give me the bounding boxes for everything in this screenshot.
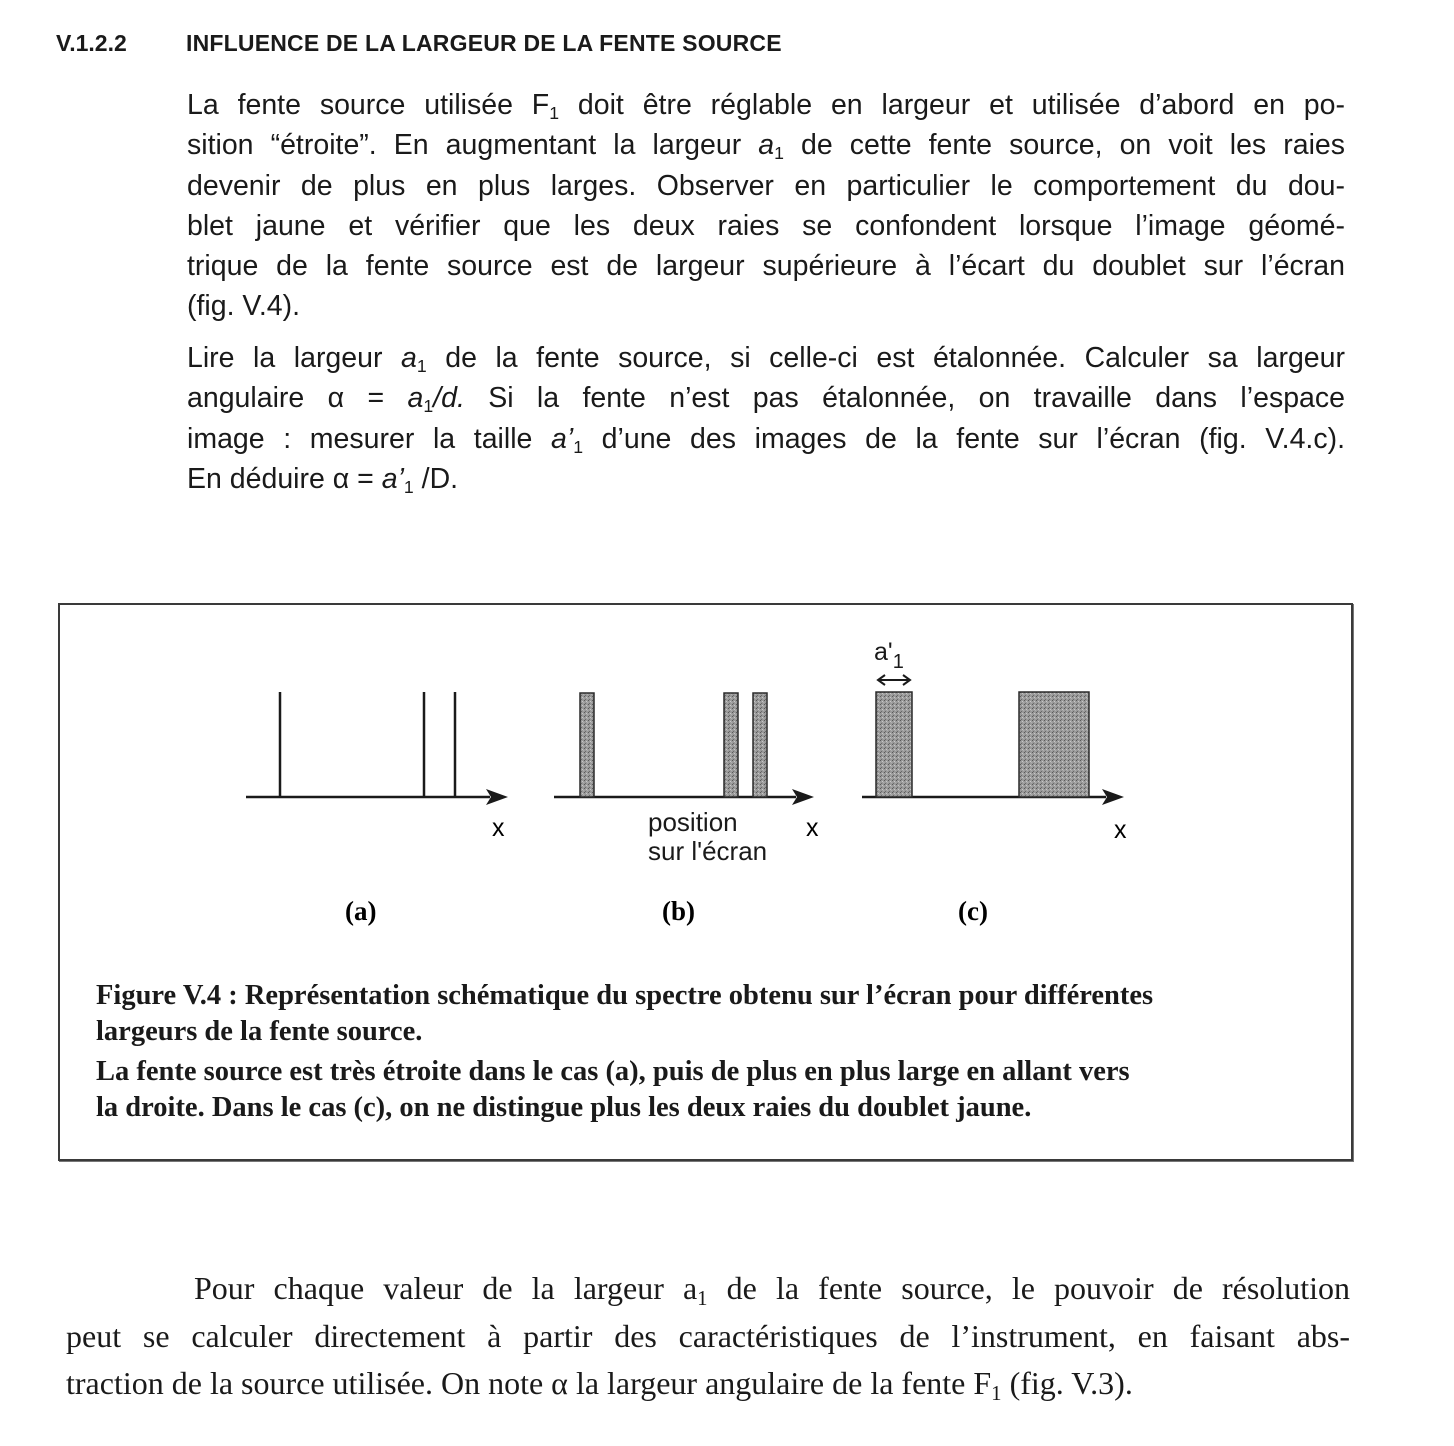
- slit-width-label: $a'_1$: [874, 638, 904, 673]
- p2-line-4: En déduire $\alpha = a’_1$ /D.: [187, 462, 459, 497]
- panel-c-x-label: x: [1114, 816, 1127, 844]
- panel-a-spectrum: [246, 692, 508, 805]
- width-double-arrow: [878, 675, 910, 685]
- section-number: V.1.2.2: [56, 30, 127, 56]
- caption-line-2: largeurs de la fente source.: [96, 1016, 423, 1047]
- p1-line-5: trique de la fente source est de largeur supérieure à l’écart du doublet sur l’écran: [187, 250, 1345, 283]
- caption-line-4: la droite. Dans le cas (c), on ne distingue plus les deux raies du doublet jaune.: [96, 1092, 1032, 1123]
- panel-b-line-3: [753, 693, 767, 797]
- p1-line-1: La fente source utilisée $F_1$ doit être réglable en largeur et utilisée d’abord en po-: [187, 89, 1345, 123]
- panel-c-spectrum: [862, 675, 1124, 805]
- panel-label-a: (a): [345, 896, 377, 926]
- panel-b-line-2: [724, 693, 738, 797]
- p1-line-3: devenir de plus en plus larges. Observer en particulier le comportement du dou-: [187, 169, 1345, 202]
- p3-line-1: Pour chaque valeur de la largeur $a_1$ de la fente source, le pouvoir de résolution: [194, 1270, 1351, 1310]
- p1-line-6: (fig. V.4).: [187, 290, 300, 323]
- figure-caption: [96, 978, 1311, 1126]
- panel-b-spectrum: [554, 693, 814, 805]
- p3-line-3: traction de la source utilisée. On note α la largeur angulaire de la fente $F_1$ (fig. V.3).: [66, 1365, 1133, 1405]
- section-title: INFLUENCE DE LA LARGEUR DE LA FENTE SOURCE: [186, 30, 782, 56]
- p1-line-2: sition “étroite”. En augmentant la largeur $a_1$ de cette fente source, on voit les raies: [187, 129, 1346, 164]
- panel-b-x-label: x: [806, 814, 819, 842]
- p3-line-2: peut se calculer directement à partir des caractéristiques de l’instrument, en faisant abs-: [66, 1317, 1350, 1354]
- position-label: position sur l'écran: [648, 807, 768, 866]
- panel-c-merged-doublet: [1019, 692, 1089, 797]
- panel-label-c: (c): [958, 896, 988, 926]
- p2-line-1: Lire la largeur $a_1$ de la fente source, si celle-ci est étalonnée. Calculer sa largeur: [187, 342, 1345, 376]
- panel-a-x-label: x: [492, 814, 505, 842]
- caption-line-3: La fente source est très étroite dans le cas (a), puis de plus en plus large en allant vers: [96, 1056, 1130, 1087]
- p1-line-4: blet jaune et vérifier que les deux raies se confondent lorsque l’image géomé-: [187, 209, 1345, 242]
- caption-line-1: Figure V.4 : Représentation schématique du spectre obtenu sur l’écran pour différentes: [96, 980, 1154, 1011]
- panel-b-line-1: [580, 693, 594, 797]
- p2-line-2: angulaire $\alpha = a_1/d$. Si la fente n’est pas étalonnée, on travaille dans l’espace: [187, 382, 1345, 417]
- p2-line-3: image : mesurer la taille $a’_1$ d’une des images de la fente sur l’écran (fig. V.4.c).: [187, 422, 1345, 457]
- paragraph-3: [66, 1265, 1350, 1408]
- panel-c-line-1: [876, 692, 912, 797]
- panel-label-b: (b): [662, 896, 695, 926]
